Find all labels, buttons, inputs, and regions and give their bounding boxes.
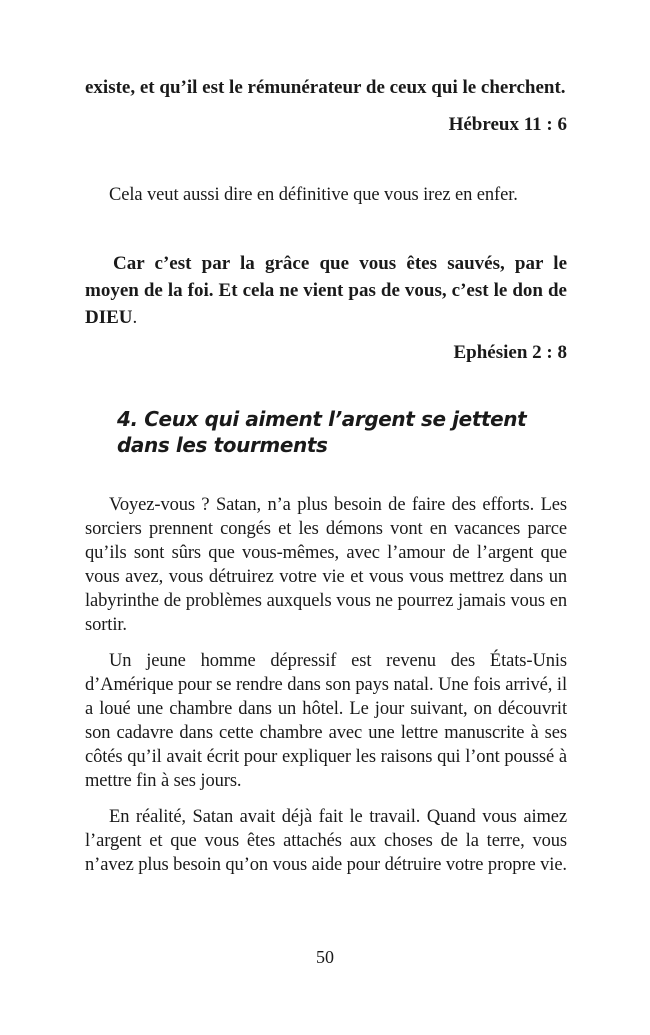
- paragraph-enfer: Cela veut aussi dire en définitive que vous irez en enfer.: [109, 185, 518, 205]
- paragraph-jeune-homme: Un jeune homme dépressif est revenu des États-Unis d’Amérique pour se rendre dans son pays natal. Une fois arrivé, il a loué une chambre dans un hôtel. Le jour suivant, on découvrit son cadavre dans cette chambre avec une lettre manuscrite à ses côtés qu’il avait écrit pour expliquer les raisons qui l’ont poussé à mettre fin à ses jours.: [85, 651, 567, 791]
- verse-ephesien-bold: Car c’est par la grâce que vous êtes sauvés, par le moyen de la foi. Et cela ne vient pas de vous, c’est le don de DIEU: [85, 253, 567, 328]
- verse-ephesien-reference: Ephésien 2 : 8: [453, 342, 567, 363]
- paragraph-realite: En réalité, Satan avait déjà fait le travail. Quand vous aimez l’argent et que vous êtes attachés aux choses de la terre, vous n’avez plus besoin qu’on vous aide pour détruire votre propre vie.: [85, 807, 567, 875]
- page-number: 50: [316, 947, 334, 967]
- verse-ephesien-text: [85, 250, 567, 331]
- paragraph-satan: Voyez-vous ? Satan, n’a plus besoin de faire des efforts. Les sorciers prennent congés et les démons vont en vacances parce qu’ils sont sûrs que vous-mêmes, avec l’amour de l’argent que vous avez, vous détruirez votre vie et vous vous mettrez dans un labyrinthe de problèmes auxquels vous ne pourrez jamais vous en sortir.: [85, 495, 567, 635]
- verse-hebreux-reference: Hébreux 11 : 6: [448, 114, 567, 135]
- verse-ephesien-end: .: [132, 307, 138, 328]
- page-body: [85, 74, 567, 877]
- section-heading: 4. Ceux qui aiment l’argent se jettent dans les tourments: [117, 407, 527, 457]
- verse-hebreux-text: existe, et qu’il est le rémunérateur de ceux qui le cherchent.: [85, 77, 566, 98]
